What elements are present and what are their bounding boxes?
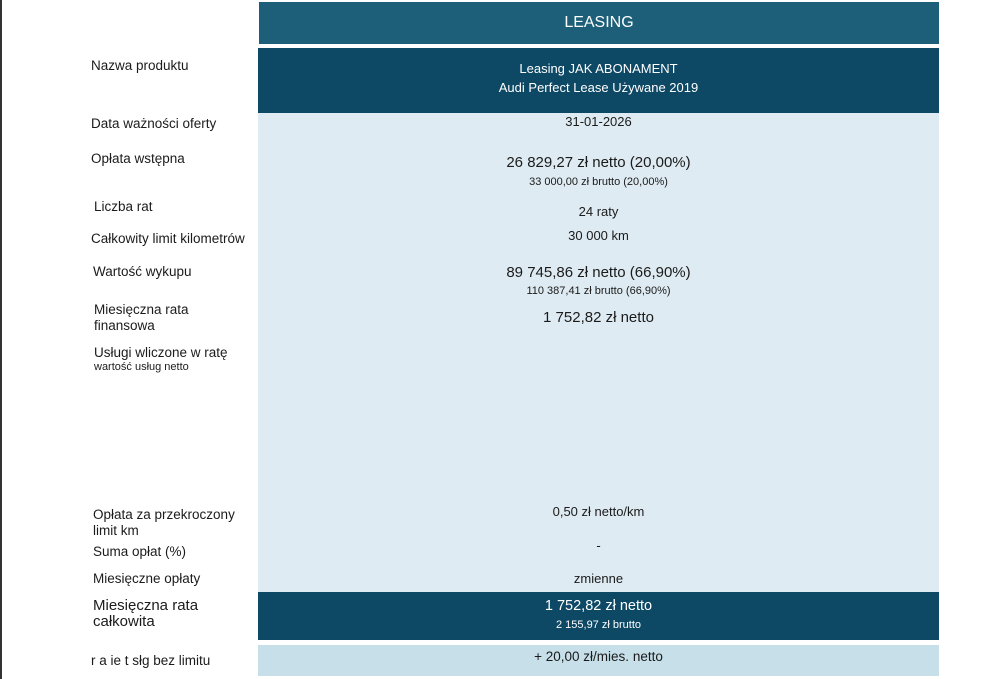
label-monthly-finance-line2: finansowa	[94, 318, 155, 333]
unlimited-price: + 20,00 zł/mies. netto	[534, 649, 663, 664]
value-monthly-finance: 1 752,82 zł netto	[543, 309, 654, 326]
label-km-limit: Całkowity limit kilometrów	[91, 231, 245, 246]
product-name-line1: Leasing JAK ABONAMENT	[519, 61, 678, 76]
value-overage: 0,50 zł netto/km	[552, 504, 645, 519]
value-buyout-gross: 110 387,41 zł brutto (66,90%)	[526, 285, 671, 297]
value-installments-count: 24 raty	[578, 204, 619, 219]
label-product-name: Nazwa produktu	[91, 58, 189, 73]
left-border	[0, 0, 2, 679]
label-fees-sum: Suma opłat (%)	[93, 544, 187, 559]
label-services-line1: Usługi wliczone w ratę	[94, 345, 228, 360]
label-services-line2: wartość usług netto	[94, 361, 189, 373]
label-total-monthly-line2: całkowita	[93, 613, 155, 630]
value-buyout-net: 89 745,86 zł netto (66,90%)	[506, 264, 691, 281]
label-installments-count: Liczba rat	[94, 199, 153, 214]
product-panel	[258, 48, 939, 113]
label-buyout-value: Wartość wykupu	[93, 264, 192, 279]
leasing-title: LEASING	[564, 14, 634, 31]
value-down-payment-gross: 33 000,00 zł brutto (20,00%)	[529, 176, 668, 188]
value-offer-validity: 31-01-2026	[565, 114, 632, 129]
label-monthly-finance-line1: Miesięczna rata	[94, 302, 189, 317]
label-total-monthly-line1: Miesięczna rata	[93, 597, 199, 614]
total-monthly-gross: 2 155,97 zł brutto	[555, 619, 641, 631]
unlimited-panel	[258, 645, 939, 676]
label-offer-validity: Data ważności oferty	[91, 116, 217, 131]
label-monthly-finance	[94, 302, 189, 334]
value-monthly-fees: zmienne	[573, 571, 624, 586]
leasing-header	[259, 2, 939, 44]
label-total-monthly	[93, 598, 198, 630]
product-name-line2: Audi Perfect Lease Używane 2019	[498, 80, 699, 95]
total-monthly-panel	[258, 592, 939, 640]
label-overage	[93, 507, 235, 539]
label-monthly-fees: Miesięczne opłaty	[93, 571, 201, 586]
label-down-payment: Opłata wstępna	[91, 151, 185, 166]
label-overage-line2: limit km	[93, 523, 139, 538]
label-services	[94, 345, 228, 373]
label-unlimited-partial: r a ie t słg bez limitu	[91, 653, 211, 668]
value-km-limit: 30 000 km	[568, 228, 629, 243]
total-monthly-net: 1 752,82 zł netto	[544, 598, 653, 614]
value-down-payment-net: 26 829,27 zł netto (20,00%)	[506, 154, 691, 171]
value-fees-sum: -	[596, 538, 601, 553]
label-overage-line1: Opłata za przekroczony	[93, 507, 235, 522]
